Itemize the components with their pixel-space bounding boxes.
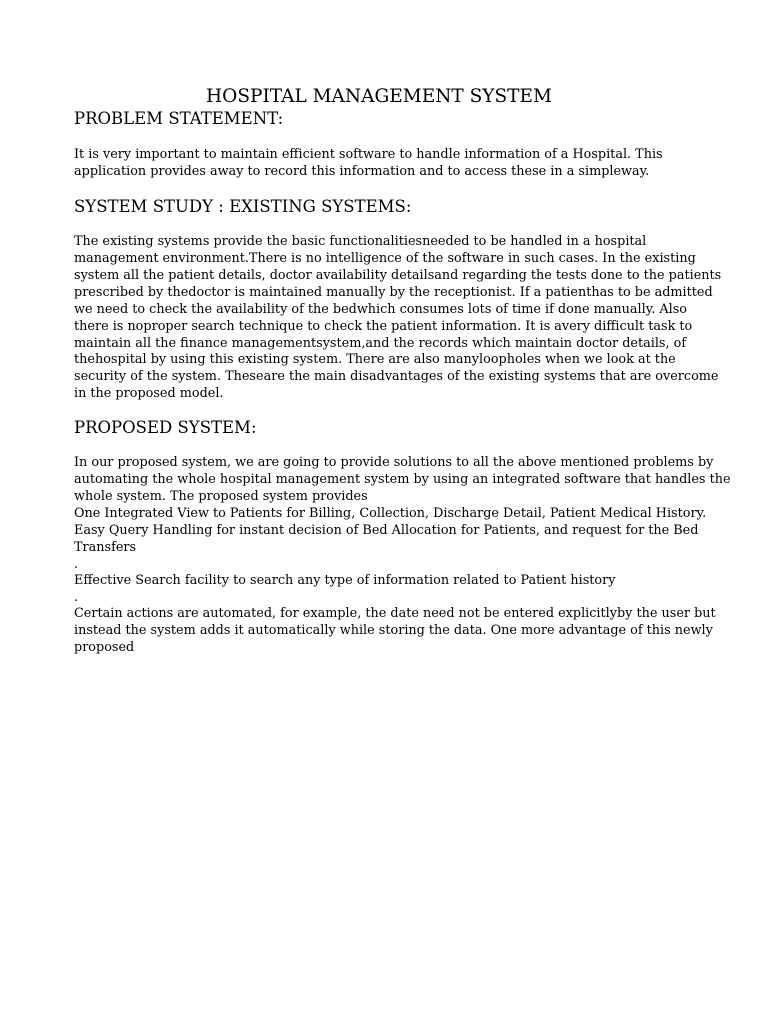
existing-line: maintain all the finance managementsystem,and the records which maintain doctor details, of — [74, 336, 687, 351]
existing-line: in the proposed model. — [74, 386, 224, 401]
problem-line: It is very important to maintain efficient software to handle information of a Hospital. This — [74, 147, 663, 162]
proposed-line: . — [74, 557, 79, 572]
existing-line: prescribed by thedoctor is maintained manually by the receptionist. If a patienthas to be admitted — [74, 285, 713, 300]
proposed-line: Transfers — [74, 540, 137, 555]
proposed-line: automating the whole hospital management system by using an integrated software that handles the — [74, 472, 731, 487]
existing-line: thehospital by using this existing system. There are also manyloopholes when we look at the — [74, 352, 676, 367]
existing-line: security of the system. Theseare the main disadvantages of the existing systems that are overcome — [74, 369, 719, 384]
existing-line: there is noproper search technique to check the patient information. It is avery difficult task to — [74, 319, 693, 334]
proposed-line: One Integrated View to Patients for Billing, Collection, Discharge Detail, Patient Medical History. — [74, 506, 707, 521]
proposed-system-heading: PROPOSED SYSTEM: — [74, 418, 257, 437]
proposed-line: Easy Query Handling for instant decision of Bed Allocation for Patients, and request for the Bed — [74, 523, 699, 538]
existing-systems-heading: SYSTEM STUDY : EXISTING SYSTEMS: — [74, 197, 412, 216]
proposed-line: . — [74, 590, 79, 605]
document-title: HOSPITAL MANAGEMENT SYSTEM — [206, 86, 552, 107]
existing-line: The existing systems provide the basic functionalitiesneeded to be handled in a hospital — [74, 234, 647, 249]
proposed-line: proposed — [74, 640, 135, 655]
proposed-line: Effective Search facility to search any type of information related to Patient history — [74, 573, 616, 588]
proposed-line: Certain actions are automated, for example, the date need not be entered explicitlyby the user but — [74, 606, 716, 621]
problem-line: application provides away to record this information and to access these in a simpleway. — [74, 164, 650, 179]
proposed-line: In our proposed system, we are going to provide solutions to all the above mentioned problems by — [74, 455, 714, 470]
existing-line: system all the patient details, doctor availability detailsand regarding the tests done to the patients — [74, 268, 722, 283]
proposed-line: whole system. The proposed system provides — [74, 489, 368, 504]
existing-line: we need to check the availability of the bedwhich consumes lots of time if done manually. Also — [74, 302, 687, 317]
proposed-line: instead the system adds it automatically while storing the data. One more advantage of this newly — [74, 623, 713, 638]
existing-line: management environment.There is no intelligence of the software in such cases. In the existing — [74, 251, 696, 266]
problem-statement-heading: PROBLEM STATEMENT: — [74, 109, 284, 128]
